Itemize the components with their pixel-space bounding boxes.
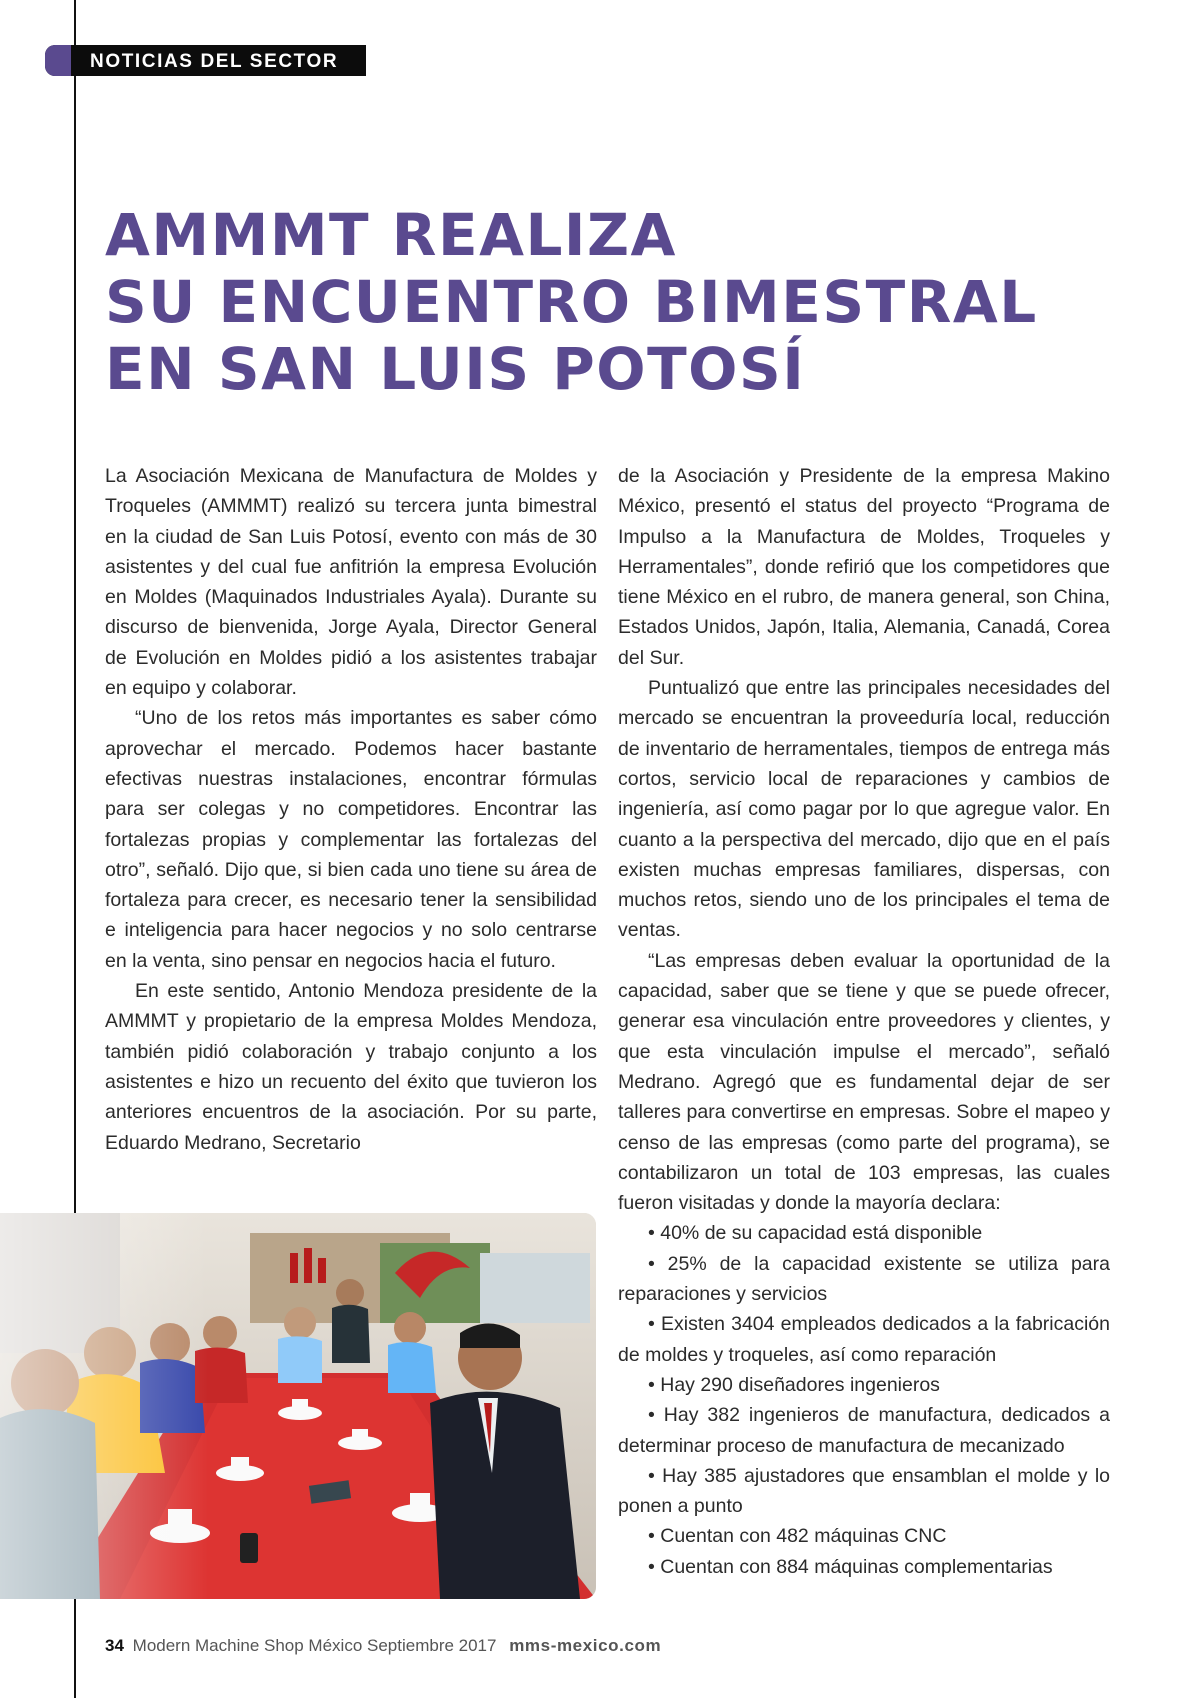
article-column-right <box>618 461 1110 1582</box>
section-tag <box>45 45 366 76</box>
article-headline <box>105 202 1038 403</box>
bullet-item: • 40% de su capacidad está disponible <box>648 1222 983 1245</box>
headline-line-2: SU ENCUENTRO BIMESTRAL <box>105 268 1038 336</box>
paragraph: “Uno de los retos más importantes es saber cómo aprovechar el mercado. Podemos hacer bastante efectivas nuestras instalaciones, encontrar fórmulas para ser colegas y no competidores. Encontrar las fortalezas propias y complementar las fortalezas del otro”, señaló. Dijo que, si bien cada uno tiene su área de fortaleza para crecer, es necesario tener la sensibilidad e inteligencia para hacer negocios y no solo centrarse en la venta, sino pensar en negocios hacia el futuro. <box>105 707 597 972</box>
bullet-item: • Existen 3404 empleados dedicados a la fabricación de moldes y troqueles, así como reparación <box>618 1313 1110 1366</box>
page-footer <box>105 1636 661 1656</box>
paragraph: de la Asociación y Presidente de la empresa Makino México, presentó el status del proyecto “Programa de Impulso a la Manufactura de Moldes, Troqueles y Herramentales”, donde refirió que los competidores que tiene México en el rubro, de manera general, son China, Estados Unidos, Japón, Italia, Alemania, Canadá, Corea del Sur. <box>618 465 1110 669</box>
website-link[interactable]: mms-mexico.com <box>509 1636 662 1655</box>
paragraph: La Asociación Mexicana de Manufactura de Moldes y Troqueles (AMMMT) realizó su tercera junta bimestral en la ciudad de San Luis Potosí, evento con más de 30 asistentes y del cual fue anfitrión la empresa Evolución en Moldes (Maquinados Industriales Ayala). Durante su discurso de bienvenida, Jorge Ayala, Director General de Evolución en Moldes pidió a los asistentes trabajar en equipo y colaborar. <box>105 465 597 700</box>
meeting-photo <box>0 1213 596 1599</box>
bullet-item: • Hay 385 ajustadores que ensamblan el molde y lo ponen a punto <box>618 1464 1110 1518</box>
bullet-item: • Hay 290 diseñadores ingenieros <box>648 1373 940 1396</box>
publication-name: Modern Machine Shop México Septiembre 2017 <box>132 1636 497 1655</box>
paragraph: En este sentido, Antonio Mendoza presidente de la AMMMT y propietario de la empresa Moldes Mendoza, también pidió colaboración y trabajo conjunto a los asistentes e hizo un recuento del éxito que tuvieron los anteriores encuentros de la asociación. Por su parte, Eduardo Medrano, Secretario <box>105 980 597 1154</box>
bullet-item: • Cuentan con 482 máquinas CNC <box>648 1525 947 1548</box>
bullet-item: • 25% de la capacidad existente se utiliza para reparaciones y servicios <box>618 1252 1110 1306</box>
paragraph: Puntualizó que entre las principales necesidades del mercado se encuentran la proveeduría local, reducción de inventario de herramentales, tiempos de entrega más cortos, servicio local de reparaciones y cambios de ingeniería, así como pagar por lo que agregue valor. En cuanto a la perspectiva del mercado, dijo que en el país existen muchas empresas familiares, dispersas, con muchos retos, siendo uno de los principales el tema de ventas. <box>618 677 1110 942</box>
bullet-item: • Hay 382 ingenieros de manufactura, dedicados a determinar proceso de manufactura de mecanizado <box>618 1404 1110 1457</box>
section-tag-accent <box>45 45 71 76</box>
headline-line-3: EN SAN LUIS POTOSÍ <box>105 335 806 403</box>
article-column-left <box>105 461 597 1158</box>
headline-line-1: AMMMT REALIZA <box>105 201 677 269</box>
paragraph: “Las empresas deben evaluar la oportunidad de la capacidad, saber que se tiene y que se puede ofrecer, generar esa vinculación entre proveedores y clientes, y que esta vinculación impulse el mercado”, señaló Medrano. Agregó que es fundamental dejar de ser talleres para convertirse en empresas. Sobre el mapeo y censo de las empresas (como parte del programa), se contabilizaron un total de 103 empresas, las cuales fueron visitadas y donde la mayoría declara: <box>618 949 1110 1215</box>
page-number: 34 <box>105 1636 124 1655</box>
bullet-item: • Cuentan con 884 máquinas complementarias <box>648 1555 1053 1578</box>
section-tag-label: NOTICIAS DEL SECTOR <box>90 51 339 72</box>
meeting-photo-illustration <box>0 1213 596 1599</box>
